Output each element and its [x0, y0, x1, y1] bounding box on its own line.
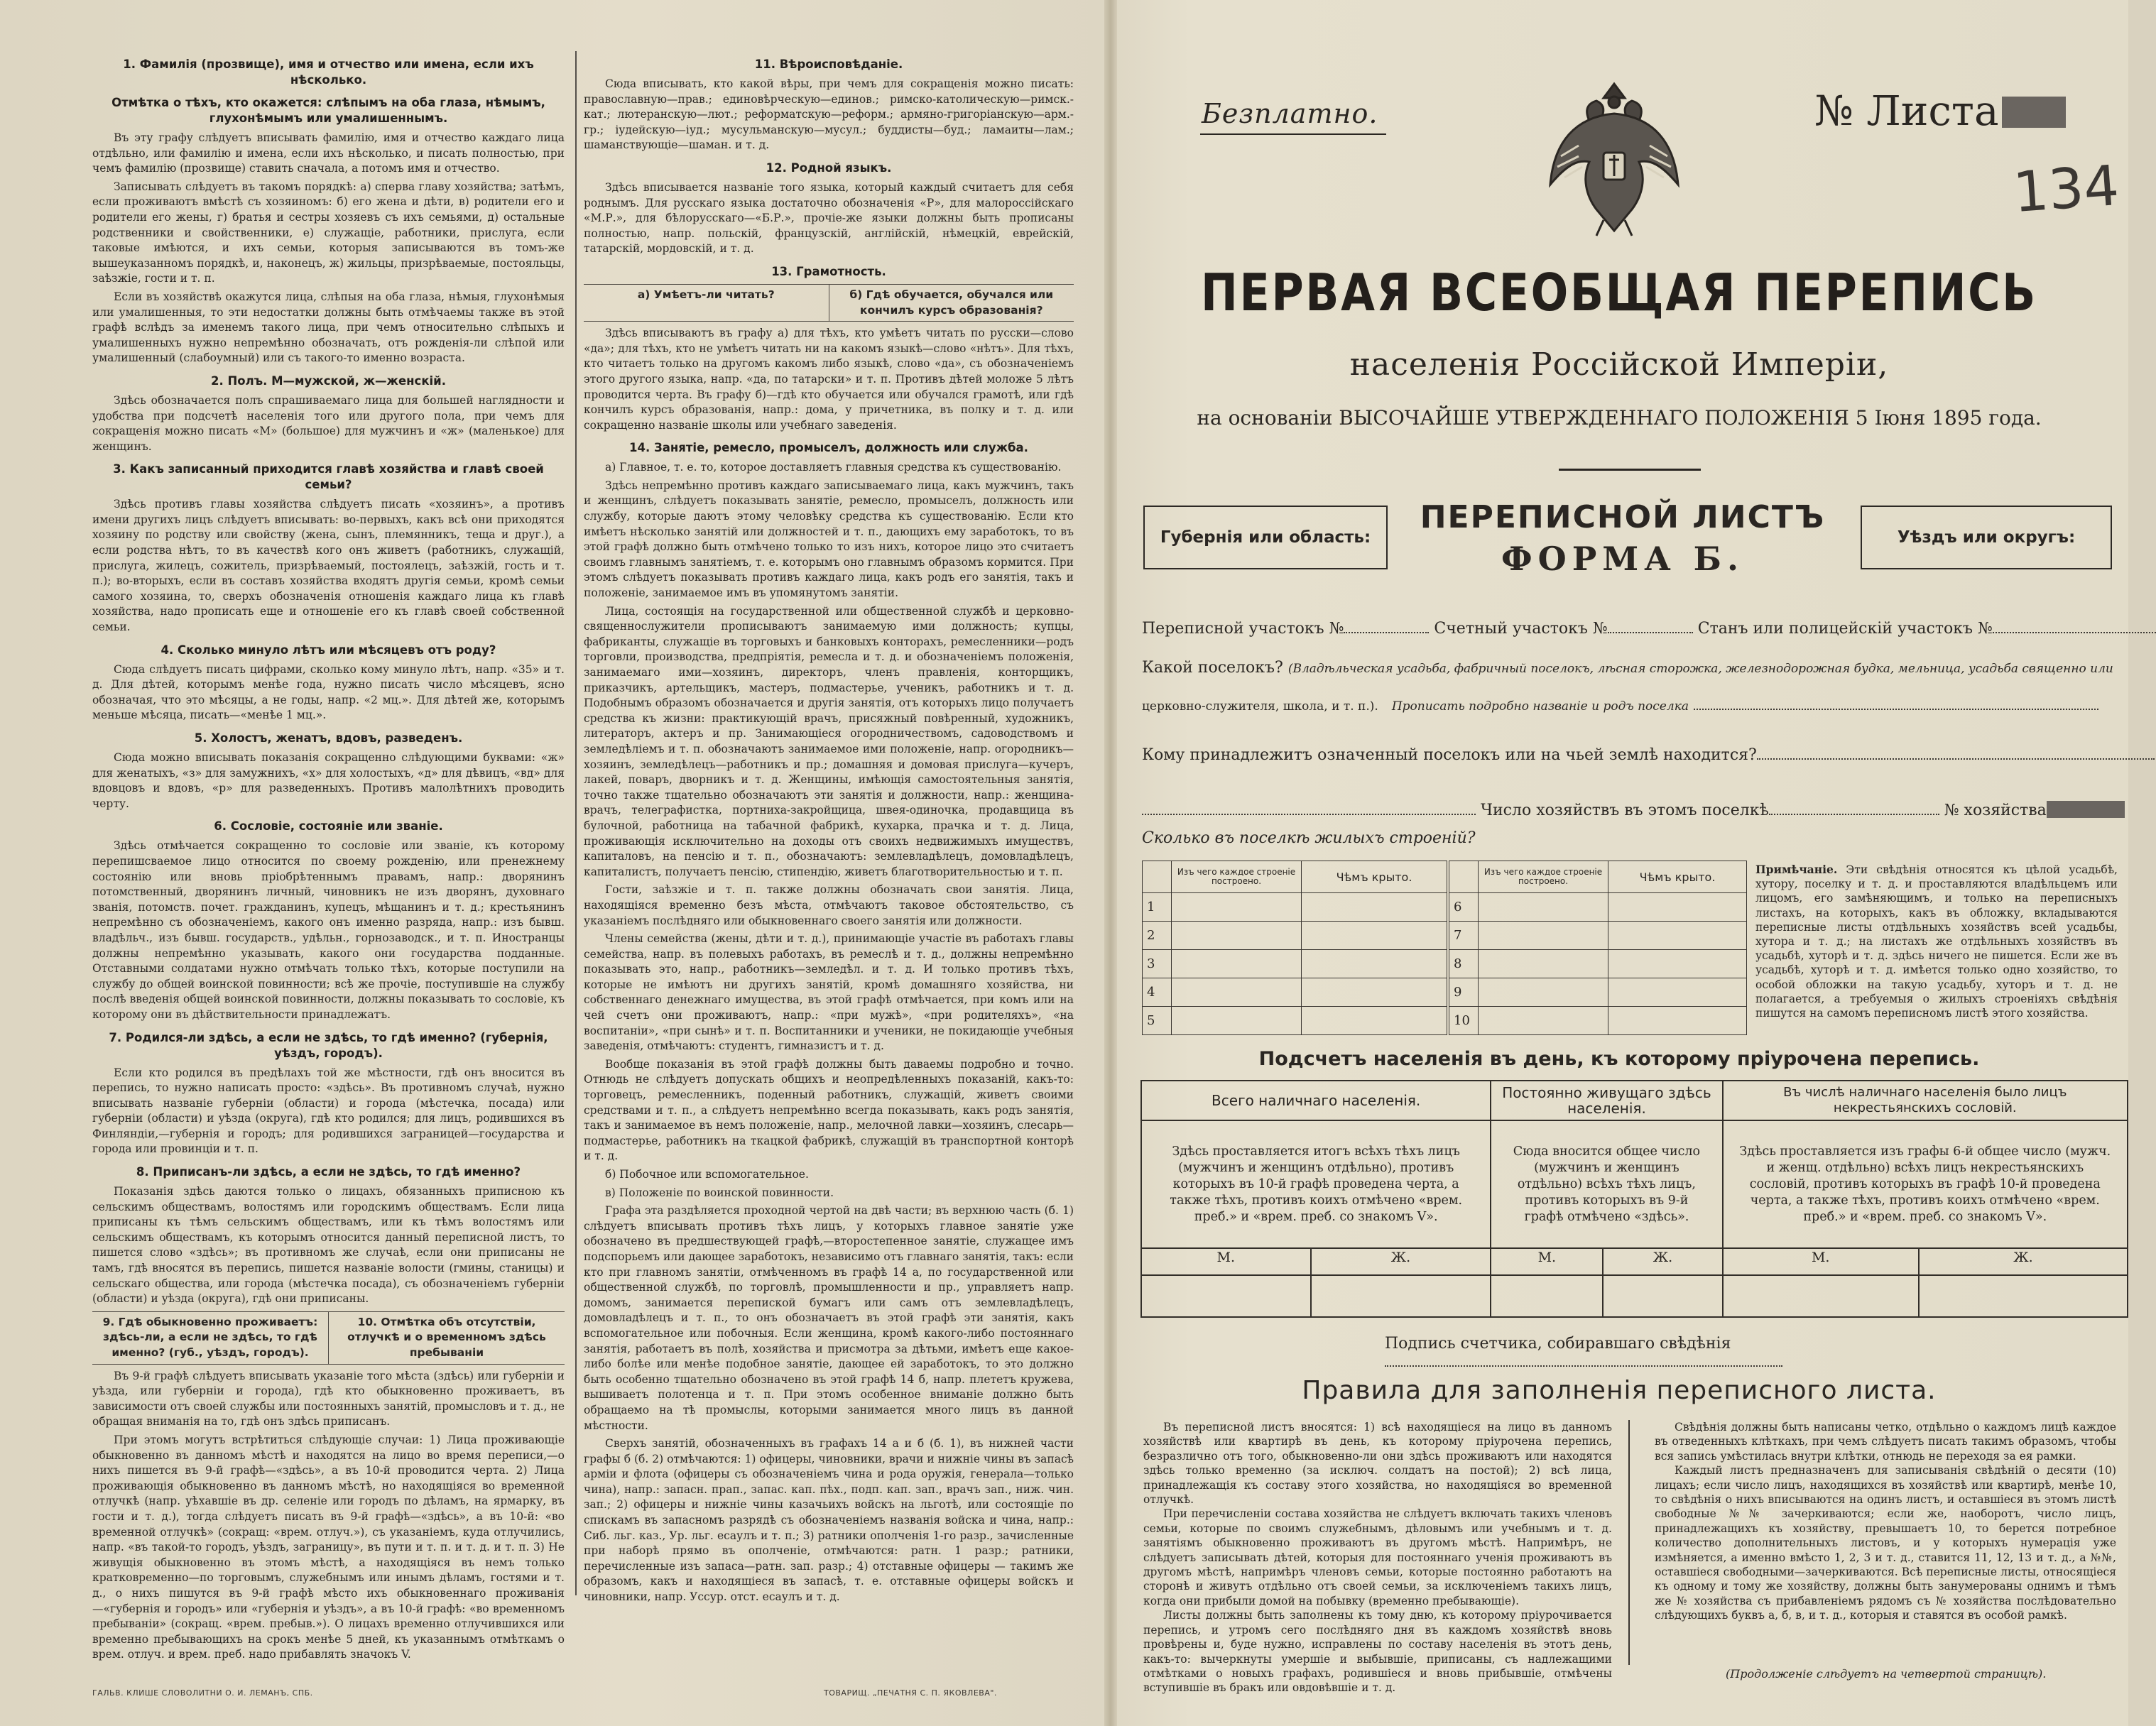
schetny-field[interactable] [1608, 619, 1693, 633]
roof-cell[interactable] [1608, 950, 1747, 978]
uchastok-label: Переписной участокъ № [1142, 620, 1344, 638]
non-peasant-header: Въ числѣ наличнаго населенія было лицъ некрестьянскихъ сословій. [1723, 1081, 2128, 1120]
poselok-label: Какой поселокъ? [1142, 659, 1283, 677]
material-cell[interactable] [1172, 950, 1302, 978]
poselok-hint-2: церковно-служителя, школа, и т. п.). [1142, 699, 1378, 714]
row-number: 5 [1143, 1007, 1172, 1035]
chislo-pre-field[interactable] [1142, 801, 1476, 815]
poselok-line-2 [1142, 696, 2098, 714]
female-label: Ж. [1919, 1248, 2128, 1275]
section-14c-title: в) Положеніе по воинской повинности. [605, 1186, 834, 1199]
row-number: 10 [1449, 1007, 1479, 1035]
roof-cell[interactable] [1302, 922, 1447, 950]
form-title: ПЕРЕПИСНОЙ ЛИСТЪ [1420, 499, 1826, 535]
material-cell[interactable] [1172, 978, 1302, 1007]
section-14-text: Здѣсь непремѣнно противъ каждаго записываемаго лица, какъ мужчинъ, такъ и женщинъ, слѣдуетъ показывать занятіе, ремесло, промыселъ, должность или службу, которые даютъ этому человѣку средства къ существованію. Если кто имѣетъ нѣсколько занятій или должностей и т. п., дающихъ ему заработокъ, то въ этой графѣ должно быть отмѣчено только то изъ нихъ, которое лицо это считаетъ своимъ главнымъ занятіемъ, т. е. которымъ оно главнымъ образомъ кормится. При этомъ слѣдуетъ показывать противъ каждаго лица, какъ родъ его занятія, такъ и положеніе, занимаемое имъ въ упомянутомъ занятіи. [584, 479, 1074, 600]
uchastok-field[interactable] [1344, 619, 1429, 633]
section-2-title: 2. Полъ. М—мужской, ж—женскій. [211, 373, 446, 388]
population-count-title: Подсчетъ населенія въ день, къ которому пріурочена перепись. [1258, 1048, 1980, 1070]
section-9-text: При этомъ могутъ встрѣтиться слѣдующіе случаи: 1) Лица проживающіе обыкновенно въ данномъ мѣстѣ и находятся на лицо во время переписи,—о нихъ пишется въ 9-й графѣ—«здѣсь», а въ 10-й проводится черта. 2) Лица проживающія обыкновенно въ данномъ мѣстѣ, но находящіяся во временной отлучкѣ (напр. уѣхавшіе въ др. селеніе или городъ по дѣламъ, на ярмарку, въ гости и т. д.), тогда слѣдуетъ писать въ 9-й графѣ—«здѣсь», а въ 10-й: «во временной отлучкѣ» (сокращ: «врем. отлуч.»), съ указаніемъ, куда отлучились, напр. «въ такой-то городъ, уѣздъ, заграницу», въ пути и т. п. и т. д. и т. п. 3) Не живущія обыкновенно въ этомъ мѣстѣ, а находящіяся въ немъ только кратковременно—по торговымъ, служебнымъ или инымъ дѣламъ, гостями и т. д., о нихъ пишутся въ 9-й графѣ мѣсто ихъ обыкновеннаго проживанія—«губернія и городъ» или «губернія и уѣздъ», а въ 10-й графѣ: «во временномъ пребываніи» (сокращ. «врем. пребыв.»). О лицахъ временно отлучившихся или временно пребывающихъ на срокъ менѣе 5 дней, къ указаннымъ отмѣткамъ о врем. отлуч. и врем. преб. надо прибавлять значокъ V. [92, 1433, 565, 1661]
imprint-right: ТОВАРИЩ. „ПЕЧАТНЯ С. П. ЯКОВЛЕВА". [824, 1688, 997, 1698]
hoz-no-label: № хозяйства [1944, 802, 2047, 819]
section-1-text: Записывать слѣдуетъ въ такомъ порядкѣ: а) сперва главу хозяйства; затѣмъ, если проживаютъ вмѣстѣ съ хозяиномъ: б) его жена и дѣти, в) родители его и родители его жены, г) братья и сестры хозяевъ съ ихъ семьями, д) остальные родственники и свойственники, е) служащіе, работники, прислуга, если таковые имѣются, и ихъ семьи, которыя записываются въ томъ-же вышеуказанномъ порядкѣ, и, наконецъ, ж) жильцы, призрѣваемые, постояльцы, заѣзжіе, гости и т. п. [92, 180, 565, 285]
section-13-header [584, 284, 1074, 322]
section-1-title: 1. Фамилія (прозвище), имя и отчество или имена, если ихъ нѣсколько. [123, 58, 534, 87]
permanent-female-value[interactable] [1603, 1275, 1722, 1317]
section-1-text: Въ эту графу слѣдуетъ вписывать фамилію, имя и отчество каждаго лица отдѣльно, или фамилію и имена, если ихъ нѣсколько, и писать полностью, при чемъ фамилію (прозвище) ставить сначала, а потомъ имя и отчество. [92, 131, 565, 175]
section-1-text: Если въ хозяйствѣ окажутся лица, слѣпыя на оба глаза, нѣмыя, глухонѣмыя или умалишенныя, то эти недостатки должны быть отмѣчаемы также въ этой графѣ вслѣдъ за именемъ такого лица, при чемъ относительно слѣпыхъ и умалишенныхъ нужно непремѣнно обозначать, отъ рожденія-ли слѣпой или умалишенный (слабоумный) или съ такого-то именно возраста. [92, 290, 565, 365]
section-14-text: Вообще показанія въ этой графѣ должны быть даваемы подробно и точно. Отнюдь не слѣдуетъ допускать общихъ и неопредѣленныхъ показаній, какъ-то: торговецъ, ремесленникъ, поденный работникъ, служащій, живетъ своими средствами и т. п., а слѣдуетъ непремѣнно всегда показывать, какъ родъ занятія, такъ и занимаемое въ немъ положеніе, напр., мелочной лавки—хозяинъ, слесарь—подмастерье, работникъ на ткацкой фабрикѣ, служащій въ транспортной конторѣ и т. д. [584, 1057, 1074, 1163]
note-text: Эти свѣдѣнія относятся къ цѣлой усадьбѣ, хутору, поселку и т. д. и проставляются владѣльцемъ или лицомъ, его замѣняющимъ, и только на переписныхъ листахъ, на которыхъ, какъ въ обложку, вкладываются переписные листы отдѣльныхъ хозяйствъ всей усадьбы, хутора и т. д.; на листахъ же отдѣльныхъ хозяйствъ въ усадьбѣ, хуторѣ и т. д. здѣсь ничего не пишется. Если же въ усадьбѣ, хуторѣ и т. д. имѣется только одно хозяйство, то особой обложки на такую усадьбу, хуторъ и т. д. не полагается, а требуемыя о жилыхъ строеніяхъ свѣдѣнія пишутся на самомъ переписномъ листѣ этого хозяйства. [1755, 863, 2118, 1020]
section-4-title: 4. Сколько минуло лѣтъ или мѣсяцевъ отъ роду? [160, 643, 496, 657]
continued-note: (Продолженіе слѣдуетъ на четвертой страницѣ). [1726, 1667, 2047, 1681]
section-13-title: 13. Грамотность. [771, 264, 886, 278]
section-6-title: 6. Сословіе, состояніе или званіе. [214, 819, 443, 834]
section-5-text: Сюда можно вписывать показанія сокращенно слѣдующими буквами: «ж» для женатыхъ, «з» для замужнихъ, «х» для холостыхъ, «д» для дѣвицъ, «вд» для вдовцовъ и вдовъ, «р» для разведенныхъ. Противъ малолѣтнихъ проводить черту. [92, 751, 565, 810]
uezd-box [1861, 506, 2112, 569]
instructions-column-2 [584, 50, 1074, 1604]
rules-column-2 [1655, 1420, 2116, 1676]
column-divider [575, 51, 577, 1595]
redacted-block [2002, 97, 2066, 128]
poselok-hint-3: Прописать подробно названіе и родъ поселка [1391, 699, 1689, 714]
total-present-header: Всего наличнаго населенія. [1141, 1081, 1491, 1120]
building-material-header: Изъ чего каждое строеніе построено. [1479, 861, 1608, 893]
row-number: 6 [1449, 893, 1479, 922]
page-fold [1104, 0, 1117, 1726]
section-10-title: 10. Отмѣтка объ отсутствіи, отлучкѣ и о временномъ здѣсь пребываніи [347, 1315, 546, 1359]
section-11-text: Сюда вписывать, кто какой вѣры, при чемъ для сокращенія можно писать: православную—прав.; единовѣрческую—единов.; римско-католическую—римск.-кат.; лютеранскую—лют.; реформатскую—реформ.; армяно-григоріанскую—арм.-гр.; іудейскую—іуд.; мусульманскую—мусул.; буддисты—буд.; ламаиты—лам.; шаманствующіе—шаман. и т. д. [584, 77, 1074, 152]
material-cell[interactable] [1479, 1007, 1608, 1035]
section-8-text: Показанія здѣсь даются только о лицахъ, обязанныхъ приписною къ сельскимъ обществамъ, волостямъ или городскимъ обществамъ. Если лица приписаны къ тѣмъ сельскимъ обществамъ, или къ тѣмъ волостямъ или сельскимъ обществамъ, къ которымъ относится данный переписной листъ, то пишется слово «здѣсь»; въ противномъ же случаѣ, если они приписаны не тамъ, гдѣ вносятся въ перепись, пишется названіе волости (гмины, станицы) и сельскаго общества, или города (мѣстечка посада), съ обозначеніемъ губерніи (области) и уѣзда (округа), гдѣ они приписаны. [92, 1185, 565, 1306]
stroeniy-line [1142, 829, 1476, 847]
roof-cell[interactable] [1608, 893, 1747, 922]
section-7-text: Если кто родился въ предѣлахъ той же мѣстности, гдѣ онъ вносится въ перепись, то нужно написать просто: «здѣсь». Въ противномъ случаѣ, нужно вписывать названіе губерніи (области) и города (мѣстечка, посада) или губерніи (области) и уѣзда (округа), гдѣ кто родился; для лицъ, родившихся въ Финляндіи,—губернія и городъ; для родившихся заграницей—государства и города или провинціи и т. п. [92, 1066, 565, 1156]
poselok-line [1142, 659, 2113, 677]
chislo-label: Число хозяйствъ въ этомъ поселкѣ [1481, 802, 1769, 819]
roof-header: Чѣмъ крыто. [1608, 861, 1747, 893]
row-number: 9 [1449, 978, 1479, 1007]
section-1-subtitle: Отмѣтка о тѣхъ, кто окажется: слѣпымъ на оба глаза, нѣмымъ, глухонѣмымъ или умалишеннымъ. [111, 96, 545, 125]
section-3-text: Здѣсь противъ главы хозяйства слѣдуетъ писать «хозяинъ», а противъ имени другихъ лицъ слѣдуетъ вписывать: во-первыхъ, какъ всѣ они приходятся хозяину по родству или свойству (жена, сынъ, племянникъ, теща и друг.), а если родства нѣтъ, то въ качествѣ кого онъ живетъ (работникъ, служащій, прислуга, жилецъ, сожитель, призрѣваемый, постоялецъ, заѣзжій, гость и т. п.); во-вторыхъ, если въ составъ хозяйства входятъ другія семьи, кромѣ семьи самого хозяина, то, сверхъ обозначенія отношенія каждаго лица къ главѣ хозяйства, надо прописать еще и отношеніе его къ главѣ своей собственной семьи. [92, 498, 565, 634]
poselok-field[interactable] [1694, 696, 2098, 710]
section-14a-title: а) Главное, т. е. то, которое доставляетъ главныя средства къ существованію. [605, 461, 1062, 474]
section-6-text: Здѣсь отмѣчается сокращенно то сословіе или званіе, къ которому перепишсваемое лицо относится по своему рожденію, или пренежнему состоянію или вновь пріобрѣтеннымъ правамъ, напр.: дворянинъ потомственный, дворянинъ личный, чиновникъ не изъ дворянъ, духовнаго званія, потомств. почет. гражданинъ, купецъ, мѣщанинъ и т. д.; крестьянинъ непремѣнно съ обозначеніемъ, какого онъ именно разряда, напр.: изъ бывш. владѣльч., изъ бывш. государств., удѣльн., горнозаводск., и т. п. Иностранцы должны непремѣнно указывать, какого они государства подданные. Отставными солдатами нужно отмѣчать только тѣхъ, которые поступили на службу до общей воинской повинности; всѣ же прочіе, поступившіе на службу послѣ введенія общей воинской повинности, должны показывать то сословіе, къ которому они въ дѣйствительности принадлежатъ. [92, 839, 565, 1021]
total-female-value[interactable] [1311, 1275, 1491, 1317]
permanent-male-value[interactable] [1491, 1275, 1603, 1317]
section-13-text: Здѣсь вписываютъ въ графу а) для тѣхъ, кто умѣетъ читать по русски—слово «да»; для тѣхъ, кто не умѣетъ читать ни на какомъ языкѣ—слово «нѣтъ». Для тѣхъ, кто читаетъ только на другомъ какомъ либо языкѣ, слово «да», съ обозначеніемъ этого другого языка, напр. «да, по татарски» и т. п. Противъ дѣтей моложе 5 лѣтъ проводится черта. Въ графу б)—гдѣ кто обучается или обучался грамотѣ, или гдѣ кончилъ курсъ образованія, напр.: дома, у причетника, въ полку и т. д. или сокращенно названіе школы или учебнаго заведенія. [584, 327, 1074, 432]
chislo-line [1142, 801, 2118, 819]
komu-field[interactable] [1757, 745, 2155, 760]
roof-cell[interactable] [1302, 1007, 1447, 1035]
material-cell[interactable] [1479, 950, 1608, 978]
population-count-table [1140, 1080, 2128, 1318]
section-9-text: Въ 9-й графѣ слѣдуетъ вписывать указаніе того мѣста (здѣсь) или губерніи и уѣзда, или губерніи и города), гдѣ кто обыкновенно проживаетъ, въ зависимости отъ своей службы или постоянныхъ занятій, промысловъ и т. д., не обращая вниманія на то, гдѣ онъ здѣсь приписанъ. [92, 1369, 565, 1429]
section-2-text: Здѣсь обозначается полъ спрашиваемаго лица для большей наглядности и удобства при подсчетѣ населенія того или другого пола, при чемъ для сокращенія можно писать «М» (большое) для мужчинъ и «ж» (маленькое) для женщинъ. [92, 393, 565, 453]
section-5-title: 5. Холостъ, женатъ, вдовъ, разведенъ. [194, 731, 463, 745]
section-12-text: Здѣсь вписывается названіе того языка, который каждый считаетъ для себя роднымъ. Для русскаго языка достаточно обозначенія «Р», для малороссійскаго «М.Р.», для бѣлорусскаго—«Б.Р.», прочіе-же языки должны быть прописаны полностью, напр. польскій, французскій, англійскій, нѣмецкій, еврейскій, татарскій, мордовскій, и т. д. [584, 180, 1074, 256]
material-cell[interactable] [1172, 1007, 1302, 1035]
permanent-header: Постоянно живущаго здѣсь населенія. [1491, 1081, 1722, 1120]
section-9-10-header [92, 1311, 565, 1365]
roof-cell[interactable] [1608, 978, 1747, 1007]
census-title: ПЕРВАЯ ВСЕОБЩАЯ ПЕРЕПИСЬ [1201, 263, 2037, 322]
signature-label: Подпись счетчика, собиравшаго свѣдѣнія [1385, 1335, 1731, 1353]
enumerator-signature-line [1385, 1335, 2128, 1371]
total-male-value[interactable] [1141, 1275, 1311, 1317]
male-label: М. [1141, 1248, 1311, 1275]
section-4-text: Сюда слѣдуетъ писать цифрами, сколько кому минуло лѣтъ, напр. «35» и т. д. Для дѣтей, которымъ менѣе года, нужно писать число мѣсяцевъ, ясно обозначая, что это мѣсяцы, а не годы, напр. «2 мц.». Для дѣтей же, которымъ меньше мѣсяца, писать—«менѣе 1 мц.». [92, 662, 565, 722]
poselok-hint: (Владѣльческая усадьба, фабричный поселокъ, лѣсная сторожка, железнодорожная будка, мельница, усадьба священно или [1287, 662, 2113, 676]
rules-text: Въ переписной листъ вносятся: 1) всѣ находящіеся на лицо въ данномъ хозяйствѣ или квартирѣ въ день, къ которому пріурочена перепись, безразлично отъ того, обыкновенно-ли они здѣсь проживаютъ или находятся здѣсь только временно (за исключ. солдатъ на постой); 2) всѣ лица, принадлежащія къ составу этого хозяйства, но находящіяся во временной отлучкѣ. [1143, 1421, 1612, 1507]
signature-field[interactable] [1385, 1353, 1782, 1367]
uezd-label: Уѣздъ или округъ: [1897, 528, 2076, 547]
section-7-title: 7. Родился-ли здѣсь, а если не здѣсь, то гдѣ именно? (губернія, уѣздъ, городъ). [109, 1030, 548, 1060]
section-14-title: 14. Занятіе, ремесло, промыселъ, должность или служба. [629, 441, 1028, 455]
rules-text: Свѣдѣнія должны быть написаны четко, отдѣльно о каждомъ лицѣ каждое въ отведенныхъ клѣткахъ, при чемъ слѣдуетъ писать такимъ образомъ, чтобы вся запись умѣстилась внутри клѣтки, отнюдь не переходя за ея рамки. [1655, 1421, 2116, 1463]
stan-field[interactable] [1993, 619, 2156, 633]
stan-label: Станъ или полицейскій участокъ № [1697, 620, 1993, 638]
section-14-text: Сверхъ занятій, обозначенныхъ въ графахъ 14 а и б (б. 1), въ нижней части графы б (б. 2) отмѣчаются: 1) офицеры, чиновники, врачи и нижніе чины въ запасѣ арміи и флота (офицеры съ обозначеніемъ чина и рода оружія, генерала—только чина), напр.: запасн. прап., запас. кап. пѣх., подп. кап. зап., врачъ зап., ниж. чин. зап.; 2) офицеры и нижніе чины казачьихъ войскъ на льготѣ, или состоящіе по спискамъ въ запасномъ разрядѣ съ обозначеніемъ названія войска и чина, напр.: Сиб. льг. каз., Ур. льг. есаулъ и т. п.; 3) ратники ополченія 1-го разр., зачисленные при наборѣ прямо въ ополченіе, отмѣчаются: ратн. 1 разр.; ратники, перечисленные изъ запаса—ратн. зап. разр.; 4) отставные офицеры — такимъ же образомъ, какъ и находящіеся въ запасѣ, т. е. отставные офицеры войскъ и чиновники, напр. Уссур. отст. есаулъ и т. д. [584, 1437, 1074, 1604]
row-number: 3 [1143, 950, 1172, 978]
buildings-table-left [1142, 861, 1447, 1035]
section-9-title: 9. Гдѣ обыкновенно проживаетъ: здѣсь-ли, а если не здѣсь, то гдѣ именно? (губ., уѣздъ, городъ). [102, 1315, 318, 1359]
free-label: Безплатно. [1202, 98, 1378, 129]
stroeniy-label: Сколько въ поселкѣ жилыхъ строеній? [1142, 829, 1476, 847]
row-number: 8 [1449, 950, 1479, 978]
material-cell[interactable] [1479, 978, 1608, 1007]
roof-cell[interactable] [1608, 922, 1747, 950]
rules-title: Правила для заполненія переписного листа. [1302, 1376, 1937, 1405]
female-label: Ж. [1603, 1248, 1722, 1275]
row-number: 1 [1143, 893, 1172, 922]
roof-cell[interactable] [1302, 978, 1447, 1007]
non-peasant-male-value[interactable] [1723, 1275, 1919, 1317]
male-label: М. [1491, 1248, 1603, 1275]
roof-cell[interactable] [1608, 1007, 1747, 1035]
material-cell[interactable] [1479, 922, 1608, 950]
handwritten-sheet-number: 134 [2011, 153, 2121, 226]
row-number: 7 [1449, 922, 1479, 950]
section-14-text: Гости, заѣзжіе и т. п. также должны обозначать свои занятія. Лица, находящіяся временно безъ мѣста, отмѣчаютъ таковое обстоятельство, съ указаніемъ послѣдняго или обыкновеннаго своего занятія или должности. [584, 883, 1074, 927]
material-cell[interactable] [1479, 893, 1608, 922]
komu-line [1142, 745, 2155, 764]
section-11-title: 11. Вѣроисповѣданіе. [754, 58, 903, 71]
sheet-number-text: № Листа [1814, 87, 1999, 135]
uchastok-line [1142, 619, 2156, 638]
instructions-column-1 [92, 50, 565, 1661]
material-cell[interactable] [1172, 922, 1302, 950]
row-number: 2 [1143, 922, 1172, 950]
section-14-text: Графа эта раздѣляется проходной чертой на двѣ части; въ верхнюю часть (б. 1) слѣдуетъ вписывать противъ тѣхъ лицъ, у которыхъ главное занятіе уже обозначено въ предшествующей графѣ,—второстепенное занятіе, служащее имъ подспорьемъ или дающее заработокъ, независимо отъ главнаго занятія, такъ: если кто при главномъ занятіи, отмѣченномъ въ графѣ 14 а, по государственной или общественной службѣ, по торговлѣ, промышленности и пр., управляетъ напр. домомъ, занимается перепиской бумагъ или самъ отъ землевладѣлецъ, домовладѣлецъ и т. п., то онъ обозначаетъ въ этой графѣ эти занятія, какъ вспомогательное или побочныя. Если женщина, кромѣ какого-либо постояннаго занятія, работаетъ въ полѣ, хозяйства и присмотра за дѣтьми, имѣетъ еще какое-либо болѣе или менѣе подобное занятіе, дающее ей заработокъ, то это должно быть особенно тщательно обозначено въ этой графѣ 14 б, напр. плететъ кружева, вышиваетъ полотенца и т. п. При этомъ особенное вниманіе должно быть обращаемо на тѣ промыслы, которыми занимается много лицъ въ данной мѣстности. [584, 1204, 1074, 1432]
rules-column-1 [1143, 1420, 1612, 1695]
redacted-block [2047, 801, 2125, 818]
roof-cell[interactable] [1302, 950, 1447, 978]
schetny-label: Счетный участокъ № [1434, 620, 1608, 638]
section-13a-title: а) Умѣетъ-ли читать? [637, 288, 775, 301]
roof-cell[interactable] [1302, 893, 1447, 922]
section-3-title: 3. Какъ записанный приходится главѣ хозяйства и главѣ своей семьи? [113, 462, 544, 492]
komu-label: Кому принадлежитъ означенный поселокъ или на чьей землѣ находится? [1142, 746, 1757, 764]
form-type: ФОРМА Б. [1501, 540, 1745, 578]
permanent-desc: Сюда вносится общее число (мужчинъ и женщинъ отдѣльно) всѣхъ тѣхъ лицъ, противъ которыхъ въ 9-й графѣ отмѣчено «здѣсь». [1491, 1120, 1722, 1248]
roof-header: Чѣмъ крыто. [1302, 861, 1447, 893]
row-number: 4 [1143, 978, 1172, 1007]
section-14-text: Члены семейства (жены, дѣти и т. д.), принимающіе участіе въ работахъ главы семейства, напр. въ полевыхъ работахъ, въ ремеслѣ и т. д., должны непремѣнно показывать это, напр., работникъ—земледѣл. и т. д. И только противъ тѣхъ, которые не имѣютъ ни другихъ занятій, кромѣ домашняго хозяйства, ни собственнаго денежнаго имущества, въ этой графѣ отмѣчается, при комъ или на чей счетъ они проживаютъ, напр.: «при мужѣ», «при родителяхъ», «на воспитаніи», «при сынѣ» и т. п. Воспитанники и ученики, не покидающіе учебныя заведенія, отмѣчаютъ: студентъ, гимназистъ и т. д. [584, 932, 1074, 1053]
buildings-table-right [1449, 861, 1747, 1035]
section-13b-title: б) Гдѣ обучается, обучался или кончилъ курсъ образованія? [849, 288, 1054, 317]
chislo-field[interactable] [1769, 801, 1939, 815]
material-cell[interactable] [1172, 893, 1302, 922]
rules-divider [1628, 1420, 1630, 1665]
imprint-left: ГАЛЬВ. КЛИШЕ СЛОВОЛИТНИ О. И. ЛЕМАНЪ, СПБ. [92, 1688, 313, 1698]
double-headed-eagle-icon [1547, 78, 1682, 241]
female-label: Ж. [1311, 1248, 1491, 1275]
non-peasant-desc: Здѣсь проставляется изъ графы 6-й общее число (мужч. и женщ. отдѣльно) всѣхъ лицъ некрестьянскихъ сословій, противъ которыхъ въ графѣ 10-й проведена черта, а также тѣхъ, противъ коихъ отмѣчено «врем. преб.» и «врем. преб. со знакомъ V». [1723, 1120, 2128, 1248]
census-decree: на основаніи ВЫСОЧАЙШЕ УТВЕРЖДЕННАГО ПОЛОЖЕНІЯ 5 Іюня 1895 года. [1197, 406, 2042, 430]
gubernia-label: Губернія или область: [1160, 528, 1371, 547]
total-present-desc: Здѣсь проставляется итогъ всѣхъ тѣхъ лицъ (мужчинъ и женщинъ отдѣльно), противъ которыхъ въ 10-й графѣ проведена черта, а также тѣхъ, противъ коихъ отмѣчено «врем. преб.» и «врем. преб. со знакомъ V». [1141, 1120, 1491, 1248]
census-subtitle: населенія Россійской Имперіи, [1349, 346, 1889, 383]
note-label: Примѣчаніе. [1755, 863, 1838, 876]
non-peasant-female-value[interactable] [1919, 1275, 2128, 1317]
rules-text: Каждый листъ предназначенъ для записыванія свѣдѣній о десяти (10) лицахъ; если число лицъ, находящихся въ хозяйствѣ или квартирѣ, менѣе 10, то свѣдѣнія о нихъ вписываются на одинъ листъ, и оставшіеся въ этомъ листѣ свободные №№ зачеркиваются; если же, наоборотъ, число лицъ, принадлежащихъ къ хозяйству, превышаетъ 10, то берется потребное количество дополнительныхъ листовъ, и у которыхъ нумерація уже измѣняется, а именно вмѣсто 1, 2, 3 и т. д., ставится 11, 12, 13 и т. д., а №№, оставшіеся свободными—зачеркиваются. Всѣ переписные листы, относящіеся къ одному и тому же хозяйству, должны быть занумерованы однимъ и тѣмъ же № хозяйства съ прибавленіемъ рядомъ съ № хозяйства послѣдовательно слѣдующихъ буквъ а, б, в, и т. д., которыя и ставятся въ особой рамкѣ. [1655, 1464, 2116, 1622]
gubernia-box [1143, 506, 1388, 569]
rules-text: При перечисленіи состава хозяйства не слѣдуетъ включать такихъ членовъ семьи, которые по своимъ служебнымъ, дѣловымъ или учебнымъ и т. д. занятіямъ обыкновенно проживаютъ въ другомъ мѣстѣ. Напримѣръ, не слѣдуетъ записывать дѣтей, которыя для постояннаго ученія проживаютъ въ другомъ мѣстѣ, напримѣръ членовъ семьи, которые постоянно работаютъ на сторонѣ и живутъ отдѣльно отъ своей семьи, за исключеніемъ такихъ лицъ, когда они прибыли домой на побывку (временно пребывающіе). [1143, 1507, 1612, 1607]
section-8-title: 8. Приписанъ-ли здѣсь, а если не здѣсь, то гдѣ именно? [136, 1165, 521, 1179]
title-divider [1559, 469, 1701, 471]
section-14b-title: б) Побочное или вспомогательное. [605, 1168, 809, 1181]
free-underline [1200, 133, 1386, 135]
rules-text: Листы должны быть заполнены къ тому дню, къ которому пріурочивается перепись, и утромъ сего послѣдняго дня въ каждомъ хозяйствѣ вновь провѣрены и, буде нужно, исправлены по составу населенія въ этотъ день, какъ-то: вычеркнуты умершіе и выбывшіе, приписаны, съ надлежащими отмѣтками о новыхъ графахъ, родившіеся и вновь прибывшіе, отмѣчены вступившіе въ бракъ или овдовѣвшіе и т. д. [1143, 1609, 1612, 1695]
buildings-note [1755, 863, 2118, 1020]
sheet-number-label [1814, 87, 2066, 135]
building-material-header: Изъ чего каждое строеніе построено. [1172, 861, 1302, 893]
section-12-title: 12. Родной языкъ. [766, 160, 892, 175]
male-label: М. [1723, 1248, 1919, 1275]
section-14-text: Лица, состоящія на государственной или общественной службѣ и церковно-священнослужители прописываютъ занимаемую ими должность; купцы, фабриканты, служащіе въ торговыхъ и банковыхъ конторахъ, ремесленники—родъ торговли, производства, предпріятія, ремесла и т. д. и обозначеніемъ положенія, занимаемаго ими—хозяинъ, директоръ, членъ правленія, конторщикъ, приказчикъ, артельщикъ, мастеръ, подмастерье, ученикъ, работникъ и т. д. Подобнымъ образомъ обозначается и другія занятія, отъ которыхъ лицо получаетъ средства къ жизни: практикующій врачъ, присяжный повѣренный, художникъ, литераторъ, актеръ и пр. Занимающіеся огородничествомъ, садоводствомъ и земледѣліемъ и т. п. обозначаютъ занимаемое ими положеніе, напр. огородникъ—хозяинъ, земледѣлецъ—работникъ и пр.; домашняя и домовая прислуга—кучеръ, лакей, поваръ, дворникъ и т. д. Женщины, имѣющія самостоятельныя занятія, точно также тщательно обозначаютъ эти занятія и должности, напр.: женщина-врачъ, телеграфистка, портниха-закройщица, швея-одиночка, продавщица въ булочной, работница на табачной фабрикѣ, кухарка, прачка и т. д. Лица, проживающія исключительно на доходы отъ своихъ недвижимыхъ имуществъ, капиталовъ, на пенсію и т. п., обозначаютъ: землевладѣлецъ, домовладѣлецъ, капиталистъ, получаетъ пенсію, стипендію, живетъ благотворительностью и т. п. [584, 604, 1074, 878]
